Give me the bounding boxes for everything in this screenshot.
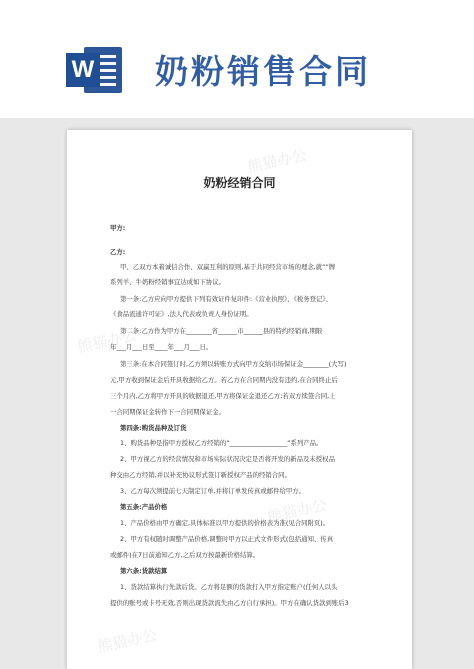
clause-line: 第一条:乙方应向甲方提供下列有效证件复印件:《营业执照》、《税务登记》、 [120, 295, 332, 303]
paragraph-line: 1、产品价格由甲方确定,具体标准以甲方提供的价格表为准(见合同附页)。 [120, 519, 330, 527]
paragraph-line: 或邮件)在7日前通知乙方,之后双方按最新价格结算。 [110, 551, 260, 559]
clause-heading: 第六条:货款结算 [120, 567, 168, 575]
clause-heading: 第四条:购货品种及订货 [120, 424, 187, 432]
clause-line: 第二条:乙方作为甲方在________省______市______县的特约经销商,期限 [120, 327, 323, 335]
party-b-line: 乙方: [110, 248, 126, 256]
paragraph-line: 种交由乙方经销,并以补充协议形式签订新授权产品的经销合同。 [110, 471, 291, 479]
paragraph-line: 甲、乙双方本着诚信合作、双赢互利的原则,基于共同经营市场的理念,就“”牌 [120, 263, 336, 271]
watermark: 熊猫办公 [95, 625, 159, 657]
page-title: 奶粉销售合同 [155, 52, 371, 91]
paragraph-line: 元,甲方收到保证金后开具收据给乙方。若乙方在合同期内没有违约,在合同终止后 [110, 376, 338, 384]
paragraph-line: 一合同期保证金转作下一合同期保证金。 [110, 408, 226, 416]
paragraph-line: 年___月___日至____年___月___日。 [110, 343, 213, 351]
document-title: 奶粉经销合同 [203, 176, 276, 190]
paragraph-line: 《食品流通许可证》,法人代表或负责人身份证明。 [110, 310, 253, 318]
party-a-line: 甲方: [110, 224, 126, 232]
paragraph-line: 三个月内,乙方将甲方开具的收据退还,甲方将保证金退还乙方;若双方续签合同,上 [110, 392, 336, 400]
document-page[interactable] [67, 130, 412, 669]
watermark: 熊猫办公 [245, 145, 309, 177]
paragraph-line: 3、乙方每次须提前七天制定订单,并将订单发传真或邮件给甲方。 [120, 487, 306, 495]
header-banner [0, 0, 474, 118]
paragraph-line: 1、货款结算执行先款后货。乙方将足额的货款打入甲方指定账户(任何人以头 [120, 583, 338, 591]
word-icon [66, 41, 122, 99]
document-preview-area [0, 118, 474, 669]
watermark: 熊猫办公 [265, 495, 329, 527]
clause-line: 第三条:在本合同签订时,乙方须以转账方式向甲方交纳市场保证金________(大写) [120, 360, 347, 368]
paragraph-line: 系列羊、牛奶粉经销事宜达成如下协议。 [110, 278, 226, 286]
watermark: 熊猫办公 [75, 325, 139, 357]
paragraph-line: 提供的账号或卡号无效,否则出现货款流失由乙方自行承担)。甲方在确认货款到账后3 [110, 599, 349, 607]
clause-heading: 第五条:产品价格 [120, 503, 168, 511]
word-icon-letter: W [66, 53, 100, 87]
paragraph-line: 2、甲方有权随时调整产品价格,调整时甲方以正式文件形式(包括通知、传真 [120, 535, 334, 543]
paragraph-line: 2、甲方视乙方的经营情况和市场实际状况决定是否将开发的新品及未授权品 [120, 455, 335, 463]
paragraph-line: 1、购货品种是指甲方授权乙方经销的“__________________”系列产品。 [120, 439, 323, 447]
